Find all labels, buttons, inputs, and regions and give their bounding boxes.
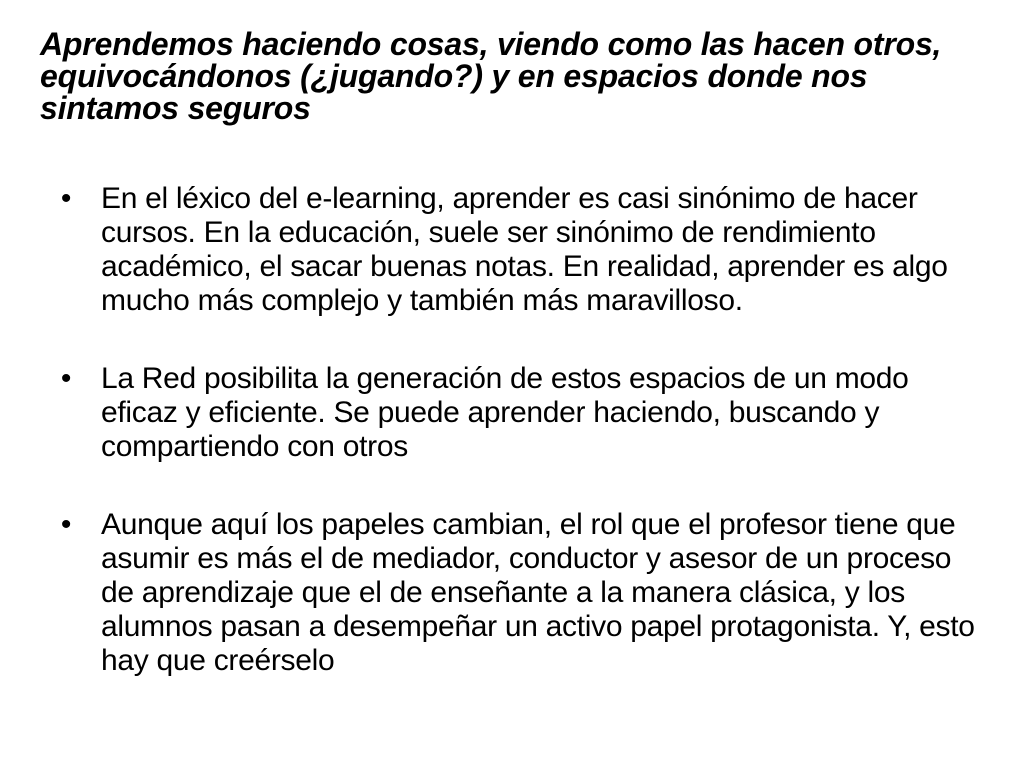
bullet-list: [56, 182, 976, 678]
bullet-item: [56, 182, 976, 318]
bullet-icon: •: [60, 362, 72, 395]
bullet-text: En el léxico del e-learning, aprender es casi sinónimo de hacer cursos. En la educación, suele ser sinónimo de rendimiento académico, el sacar buenas notas. En realidad, aprender es algo mucho más complejo y también más maravilloso.: [101, 182, 948, 317]
bullet-icon: •: [60, 182, 72, 215]
bullet-item: [56, 362, 976, 464]
slide-title: Aprendemos haciendo cosas, viendo como las hacen otros, equivocándonos (¿jugando?) y en espacios donde nos sintamos seguros: [40, 26, 942, 126]
bullet-text: Aunque aquí los papeles cambian, el rol que el profesor tiene que asumir es más el de mediador, conductor y asesor de un proceso de aprendizaje que el de enseñante a la manera clásica, y los alumnos pasan a desempeñar un activo papel protagonista. Y, esto hay que creérselo: [101, 508, 975, 677]
bullet-item: [56, 508, 976, 678]
bullet-text: La Red posibilita la generación de estos espacios de un modo eficaz y eficiente. Se puede aprender haciendo, buscando y compartiendo con otros: [101, 362, 909, 463]
bullet-icon: •: [60, 508, 72, 541]
